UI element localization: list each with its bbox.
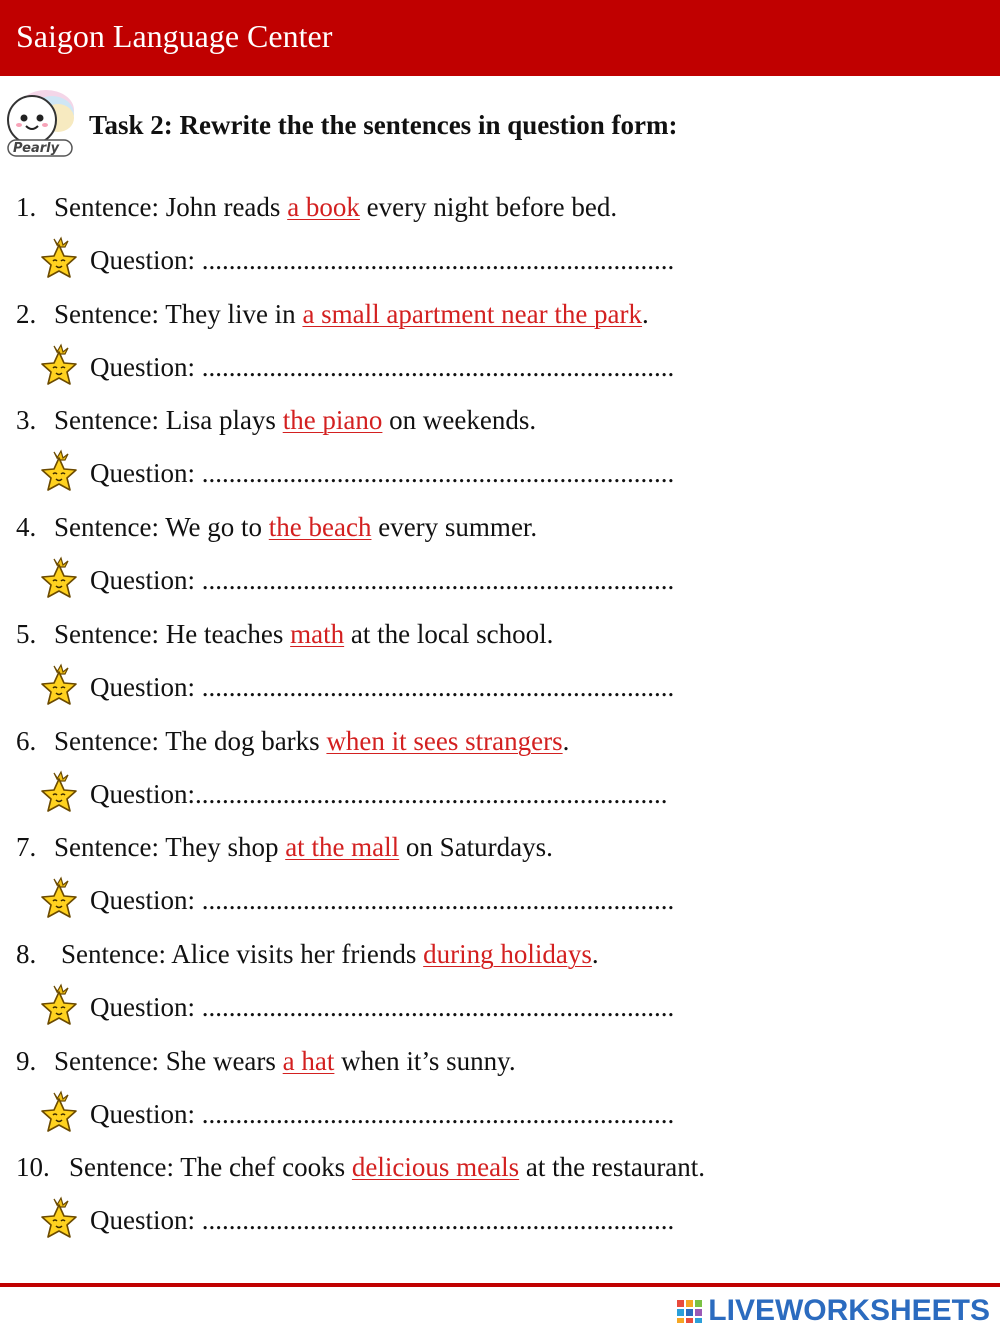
star-icon <box>38 448 80 494</box>
highlighted-phrase: a book <box>287 192 360 222</box>
star-icon <box>38 555 80 601</box>
sentence-prefix: Sentence: Alice visits her friends <box>61 939 424 969</box>
question-answer-line[interactable]: Question:...................................................................... <box>90 779 668 809</box>
sentence-line <box>16 834 553 861</box>
star-icon <box>38 1195 80 1241</box>
liveworksheets-grid-icon <box>676 1297 704 1325</box>
sentence-prefix: Sentence: John reads <box>54 192 288 222</box>
highlighted-phrase: when it sees strangers <box>326 726 563 756</box>
sentence-prefix: Sentence: Lisa plays <box>54 405 283 435</box>
sentence-suffix: . <box>562 726 570 756</box>
item-number: 9. <box>16 1046 37 1076</box>
highlighted-phrase: delicious meals <box>351 1152 520 1182</box>
question-answer-line[interactable]: Question: ...................................................................... <box>90 992 675 1022</box>
item-number: 7. <box>16 832 37 862</box>
star-icon <box>38 1089 80 1135</box>
sentence-line <box>16 1048 516 1075</box>
sentence-prefix: Sentence: They live in <box>54 299 303 329</box>
sentence-suffix: . <box>642 299 649 329</box>
item-number: 1. <box>16 192 37 222</box>
liveworksheets-logo <box>676 1294 990 1328</box>
footer-divider <box>0 1283 1000 1287</box>
question-answer-line[interactable]: Question: ...................................................................... <box>90 1205 675 1235</box>
sentence-prefix: Sentence: The chef cooks <box>69 1152 352 1182</box>
sentence-suffix: at the restaurant. <box>519 1152 706 1182</box>
highlighted-phrase: at the mall <box>285 832 400 862</box>
sentence-prefix: Sentence: We go to <box>54 512 269 542</box>
sentence-suffix: every night before bed. <box>359 192 618 222</box>
sentence-line <box>16 728 569 755</box>
question-answer-line[interactable]: Question: ...................................................................... <box>90 458 675 488</box>
star-icon <box>38 235 80 281</box>
highlighted-phrase: a small apartment near the park <box>302 299 643 329</box>
sentence-line <box>16 407 536 434</box>
star-icon <box>38 662 80 708</box>
sentence-line <box>16 941 599 968</box>
question-answer-line[interactable]: Question: ...................................................................... <box>90 885 675 915</box>
star-icon <box>38 769 80 815</box>
star-icon <box>38 875 80 921</box>
sentence-suffix: at the local school. <box>344 619 554 649</box>
sentence-suffix: when it’s sunny. <box>334 1046 516 1076</box>
question-answer-line[interactable]: Question: ...................................................................... <box>90 672 675 702</box>
sentence-prefix: Sentence: He teaches <box>54 619 291 649</box>
brand-text: LIVEWORKSHEETS <box>708 1294 990 1327</box>
question-answer-line[interactable]: Question: ...................................................................... <box>90 565 675 595</box>
highlighted-phrase: math <box>290 619 345 649</box>
pearly-mascot-icon <box>2 86 78 158</box>
mascot-label: Pearly <box>13 141 60 156</box>
sentence-prefix: Sentence: They shop <box>54 832 286 862</box>
sentence-line <box>16 301 649 328</box>
sentence-prefix: Sentence: The dog barks <box>54 726 327 756</box>
sentence-line <box>16 514 537 541</box>
item-number: 8. <box>16 939 37 969</box>
item-number: 10. <box>16 1152 50 1182</box>
sentence-suffix: on Saturdays. <box>399 832 553 862</box>
question-answer-line[interactable]: Question: ...................................................................... <box>90 1099 675 1129</box>
highlighted-phrase: a hat <box>282 1046 335 1076</box>
sentence-line <box>16 621 553 648</box>
task-title: Task 2: Rewrite the the sentences in question form: <box>89 110 678 140</box>
item-number: 5. <box>16 619 37 649</box>
question-answer-line[interactable]: Question: ...................................................................... <box>90 245 675 275</box>
header-bar <box>0 0 1000 76</box>
sentence-suffix: on weekends. <box>382 405 537 435</box>
question-answer-line[interactable]: Question: ...................................................................... <box>90 352 675 382</box>
sentence-line <box>16 194 617 221</box>
sentence-suffix: every summer. <box>371 512 538 542</box>
highlighted-phrase: the beach <box>268 512 372 542</box>
item-number: 6. <box>16 726 37 756</box>
item-number: 2. <box>16 299 37 329</box>
highlighted-phrase: the piano <box>282 405 383 435</box>
item-number: 3. <box>16 405 37 435</box>
header-title: Saigon Language Center <box>16 18 333 54</box>
star-icon <box>38 982 80 1028</box>
sentence-suffix: . <box>591 939 599 969</box>
sentence-prefix: Sentence: She wears <box>54 1046 283 1076</box>
star-icon <box>38 342 80 388</box>
highlighted-phrase: during holidays <box>423 939 592 969</box>
sentence-line <box>16 1154 705 1181</box>
item-number: 4. <box>16 512 37 542</box>
